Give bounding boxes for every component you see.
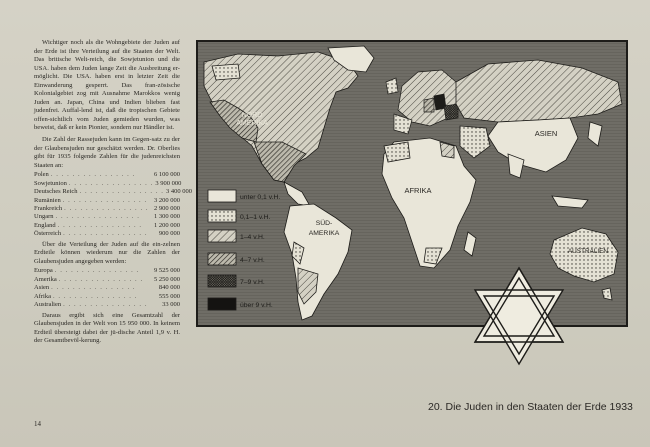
table-row: England . . . . . . . . . . . . . . . . 1 200 000 (34, 221, 180, 229)
page-number: 14 (34, 420, 41, 428)
legend-label: 0,1–1 v.H. (240, 214, 271, 221)
legend-swatch-dense (208, 275, 236, 287)
star-of-david-icon (468, 262, 570, 370)
table-row: Deutsches Reich . . . . . . . . . . . . . . . . 3 400 000 (34, 188, 192, 196)
label-north-america-2: AMERIKA (236, 120, 268, 127)
legend-label: unter 0,1 v.H. (240, 194, 281, 201)
continents-table (34, 267, 180, 309)
label-africa: AFRIKA (404, 186, 432, 195)
table-row: Sowjetunion . . . . . . . . . . . . . . . . 3 900 000 (34, 179, 182, 187)
table-row: Europa . . . . . . . . . . . . . . . . 9 525 000 (34, 267, 180, 275)
table-row: Rumänien . . . . . . . . . . . . . . . . 3 200 000 (34, 196, 180, 204)
legend-swatch-medium (208, 253, 236, 265)
body-paragraph-2: Die Zahl der Rassejuden kann im Gegen-satz zu der der Glaubensjuden nur geschätzt werden. Dr. Oberlies gibt für 1935 folgende Zahlen für die judenreichsten Staaten an: (34, 136, 180, 169)
legend-swatch-white (208, 190, 236, 202)
label-australia: AUSTRALIEN (567, 248, 609, 255)
legend-label: 1–4 v.H. (240, 234, 265, 241)
summary-paragraph: Daraus ergibt sich eine Gesamtzahl der Glaubensjuden in der Welt von 15 950 000. In keinem Erdteil übersteigt dabei der jü-dische Anteil 1,9 v. H. der Gesamtbevöl-kerung. (34, 311, 180, 345)
figure-caption: 20. Die Juden in den Staaten der Erde 1933 (428, 401, 633, 413)
table-row: Ungarn . . . . . . . . . . . . . . . . 1 300 000 (34, 213, 180, 221)
body-paragraph-1: Wichtiger noch als die Wohngebiete der Juden auf der Erde ist ihre Verteilung auf die Staaten der Welt. Das britische Welt-reich, die Sowjetunion und die USA. haben dem Juden lange Zeit die Ausbreitung er-möglicht. Die USA. haben erst in letzter Zeit die Einwanderung gesperrt. Das fran-zösische Kolonialgebiet zog mit Ausnahme Marokkos wenig Juden an. Japan, China und Indien blieben fast judenfrei. Auffal-lend ist, daß die tropischen Gebiete offen-sichtlich vom Juden gemieden wurden, was beweist, daß er kein Pionier, sondern nur Händler ist. (34, 39, 180, 132)
table-row: Polen . . . . . . . . . . . . . . . . 6 100 000 (34, 171, 180, 179)
table-row: Amerika . . . . . . . . . . . . . . . . 5 250 000 (34, 275, 180, 283)
label-south-america: SÜD- (315, 220, 333, 227)
label-south-america-2: AMERIKA (308, 230, 340, 237)
legend-swatch-light (208, 230, 236, 242)
text-column (34, 39, 192, 346)
table-row: Australien . . . . . . . . . . . . . . . . 33 000 (34, 301, 180, 309)
legend-swatch-dots (208, 210, 236, 222)
legend-label: über 9 v.H. (240, 302, 273, 309)
legend-swatch-black (208, 298, 236, 310)
table-row: Asien . . . . . . . . . . . . . . . . 840 000 (34, 284, 180, 292)
table-row: Afrika . . . . . . . . . . . . . . . . 555 000 (34, 292, 180, 300)
legend-label: 7–9 v.H. (240, 279, 265, 286)
countries-table (34, 171, 192, 239)
continents-intro: Über die Verteilung der Juden auf die ein-zelnen Erdteile können wiederum nur die Zahlen der Glaubensjuden angegeben werden: (34, 240, 180, 265)
table-row: Österreich . . . . . . . . . . . . . . . . 900 000 (34, 230, 180, 238)
label-asia: ASIEN (534, 129, 558, 138)
legend-label: 4–7 v.H. (240, 257, 265, 264)
label-north-america: NORD (241, 112, 263, 119)
table-row: Frankreich . . . . . . . . . . . . . . . . 2 900 000 (34, 205, 180, 213)
